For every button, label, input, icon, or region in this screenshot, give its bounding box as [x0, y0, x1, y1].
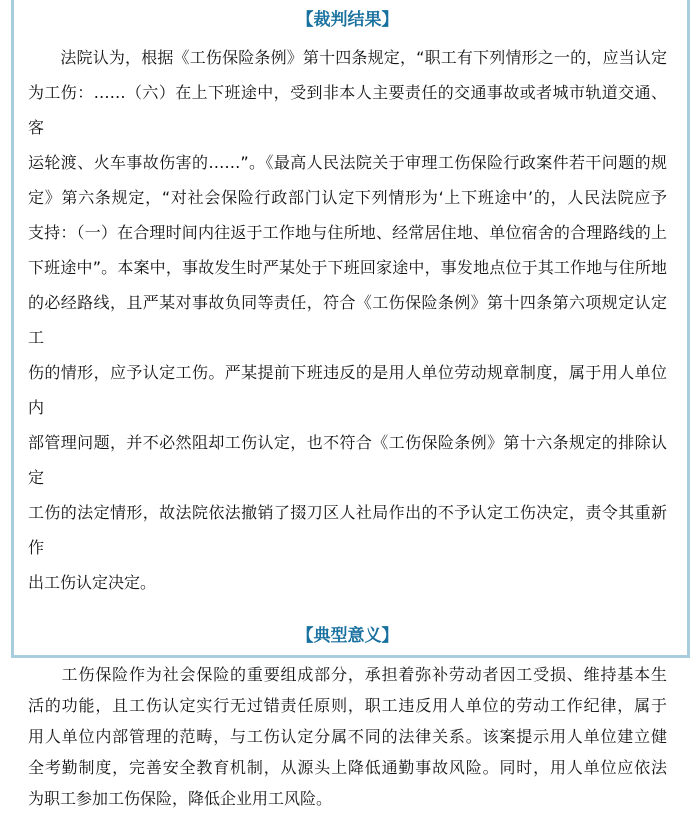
paragraph-line: 为工伤：……（六）在上下班途中，受到非本人主要责任的交通事故或者城市轨道交通、客	[28, 83, 667, 137]
paragraph-line: 用人单位内部管理的范畴，与工伤认定分属不同的法律关系。该案提示用人单位建立健	[28, 727, 667, 746]
paragraph-line: 运轮渡、火车事故伤害的……”。《最高人民法院关于审理工伤保险行政案件若干问题的规	[28, 153, 667, 172]
paragraph-line: 部管理问题，并不必然阻却工伤认定，也不符合《工伤保险条例》第十六条规定的排除认定	[28, 433, 667, 487]
paragraph-line: 支持：（一）在合理时间内往返于工作地与住所地、经常居住地、单位宿舍的合理路线的上	[28, 223, 667, 242]
paragraph-line: 全考勤制度，完善安全教育机制，从源头上降低通勤事故风险。同时，用人单位应依法	[28, 758, 667, 777]
paragraph-line: 出工伤认定决定。	[28, 573, 157, 592]
section-title: 【典型意义】	[296, 626, 399, 646]
paragraph-line: 工伤保险作为社会保险的重要组成部分，承担着弥补劳动者因工受损、维持基本生	[28, 665, 667, 684]
paragraph-line: 定》第六条规定，“对社会保险行政部门认定下列情形为‘上下班途中’的，人民法院应予	[28, 188, 667, 207]
paragraph-line: 工伤的法定情形，故法院依法撤销了掇刀区人社局作出的不予认定工伤决定，责令其重新作	[28, 503, 667, 557]
paragraph-line: 下班途中”。本案中，事故发生时严某处于下班回家途中，事发地点位于其工作地与住所地	[28, 258, 667, 277]
paragraph-line: 为职工参加工伤保险，降低企业用工风险。	[28, 789, 333, 808]
document-frame	[11, 0, 690, 808]
paragraph-line: 活的功能，且工伤认定实行无过错责任原则，职工违反用人单位的劳动工作纪律，属于	[28, 696, 667, 715]
section-body	[28, 40, 667, 600]
document-section	[28, 10, 667, 600]
document-content	[14, 0, 687, 814]
paragraph-line: 的必经路线，且严某对事故负同等责任，符合《工伤保险条例》第十四条第六项规定认定工	[28, 293, 667, 347]
document-section	[28, 626, 667, 814]
paragraph-line: 法院认为，根据《工伤保险条例》第十四条规定，“职工有下列情形之一的，应当认定	[28, 48, 667, 67]
section-title: 【裁判结果】	[296, 10, 399, 30]
section-body	[28, 659, 667, 814]
paragraph-line: 伤的情形，应予认定工伤。严某提前下班违反的是用人单位劳动规章制度，属于用人单位内	[28, 363, 667, 417]
